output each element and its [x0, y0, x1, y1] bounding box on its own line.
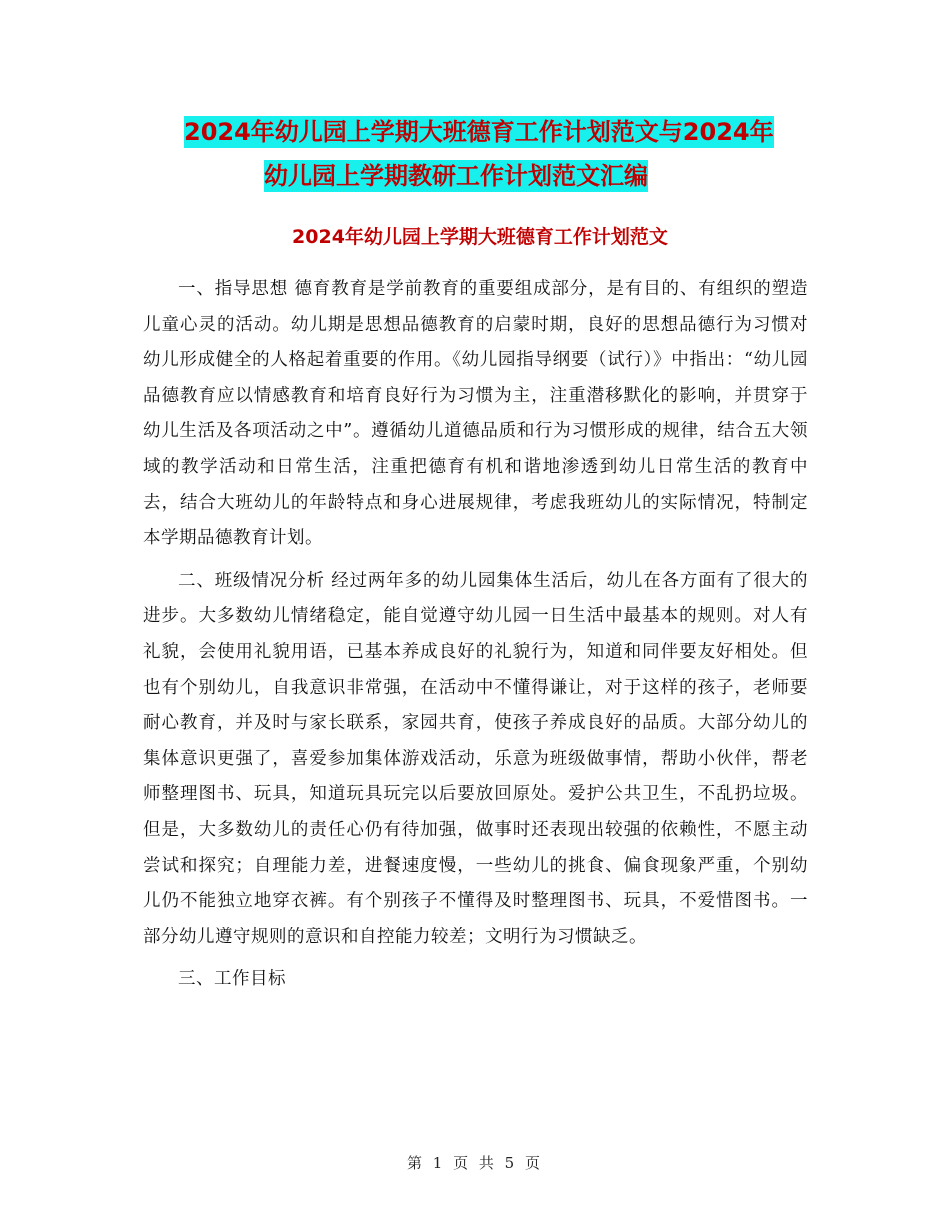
document-body [143, 272, 808, 1005]
document-title [140, 110, 820, 198]
paragraph-work-goals-heading: 三、工作目标 [178, 969, 286, 990]
page-footer: 第 1 页 共 5 页 [407, 1154, 543, 1172]
document-title-line-2-text: 幼儿园上学期教研工作计划范文汇编 [264, 162, 648, 190]
document-title-line-2 [140, 154, 820, 198]
document-title-line-1-text: 2024年幼儿园上学期大班德育工作计划范文与2024年 [184, 118, 774, 146]
section-title: 2024年幼儿园上学期大班德育工作计划范文 [292, 226, 668, 248]
document-title-line-1 [140, 110, 820, 154]
paragraph-guiding-ideology: 一、指导思想 德育教育是学前教育的重要组成部分，是有目的、有组织的塑造儿童心灵的活动。幼儿期是思想品德教育的启蒙时期，良好的思想品德行为习惯对幼儿形成健全的人格起着重要的作用。《幼儿园指导纲要（试行）》中指出：“幼儿园品德教育应以情感教育和培育良好行为习惯为主，注重潜移默化的影响，并贯穿于幼儿生活及各项活动之中”。遵循幼儿道德品质和行为习惯形成的规律，结合五大领域的教学活动和日常生活，注重把德育有机和谐地渗透到幼儿日常生活的教育中去，结合大班幼儿的年龄特点和身心进展规律，考虑我班幼儿的实际情况，特制定本学期品德教育计划。 [143, 279, 808, 549]
paragraph-class-analysis: 二、班级情况分析 经过两年多的幼儿园集体生活后，幼儿在各方面有了很大的进步。大多数幼儿情绪稳定，能自觉遵守幼儿园一日生活中最基本的规则。对人有礼貌，会使用礼貌用语，已基本养成良好的礼貌行为，知道和同伴要友好相处。但也有个别幼儿，自我意识非常强，在活动中不懂得谦让，对于这样的孩子，老师要耐心教育，并及时与家长联系，家园共育，使孩子养成良好的品质。大部分幼儿的集体意识更强了，喜爱参加集体游戏活动，乐意为班级做事情，帮助小伙伴，帮老师整理图书、玩具，知道玩具玩完以后要放回原处。爱护公共卫生，不乱扔垃圾。但是，大多数幼儿的责任心仍有待加强，做事时还表现出较强的依赖性，不愿主动尝试和探究；自理能力差，进餐速度慢，一些幼儿的挑食、偏食现象严重，个别幼儿仍不能独立地穿衣裤。有个别孩子不懂得及时整理图书、玩具，不爱惜图书。一部分幼儿遵守规则的意识和自控能力较差；文明行为习惯缺乏。 [143, 570, 808, 947]
